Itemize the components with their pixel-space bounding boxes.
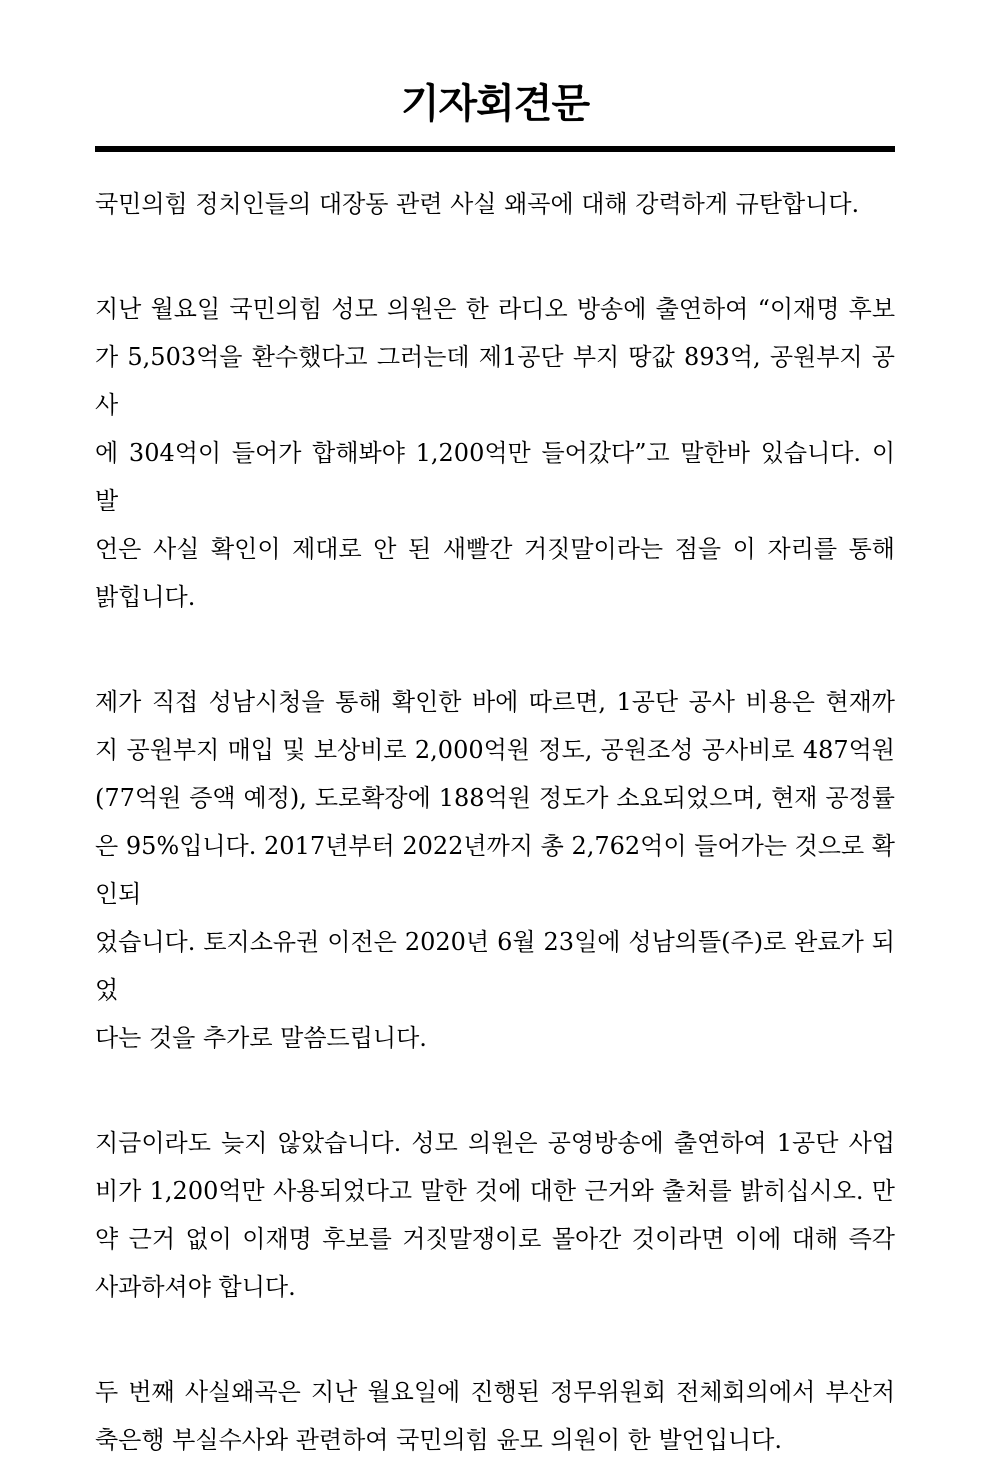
page-title: 기자회견문 — [400, 81, 590, 127]
paragraph-line: 가 5,503억을 환수했다고 그러는데 제1공단 부지 땅값 893억, 공원부지 공사 — [95, 343, 895, 419]
paragraph — [95, 285, 895, 621]
paragraph — [95, 180, 895, 228]
paragraph-line: 다는 것을 추가로 말씀드립니다. — [95, 1024, 427, 1052]
paragraph-line: 비가 1,200억만 사용되었다고 말한 것에 대한 근거와 출처를 밝히십시오. 만 — [95, 1177, 895, 1205]
paragraph — [95, 678, 895, 1062]
title-divider — [95, 146, 895, 152]
paragraph-line: 제가 직접 성남시청을 통해 확인한 바에 따르면, 1공단 공사 비용은 현재까 — [95, 688, 895, 716]
paragraph-line: 었습니다. 토지소유권 이전은 2020년 6월 23일에 성남의뜰(주)로 완료가 되었 — [95, 928, 895, 1004]
document-body — [95, 180, 895, 1464]
paragraph-line: 밝힙니다. — [95, 583, 196, 611]
paragraph-line: 국민의힘 정치인들의 대장동 관련 사실 왜곡에 대해 강력하게 규탄합니다. — [95, 190, 860, 218]
paragraph-line: 축은행 부실수사와 관련하여 국민의힘 윤모 의원이 한 발언입니다. — [95, 1426, 782, 1454]
paragraph-line: 지금이라도 늦지 않았습니다. 성모 의원은 공영방송에 출연하여 1공단 사업 — [95, 1129, 895, 1157]
paragraph-line: 언은 사실 확인이 제대로 안 된 새빨간 거짓말이라는 점을 이 자리를 통해 — [95, 535, 895, 563]
paragraph-line: 은 95%입니다. 2017년부터 2022년까지 총 2,762억이 들어가는 것으로 확인되 — [95, 832, 895, 908]
paragraph — [95, 1368, 895, 1464]
paragraph-line: (77억원 증액 예정), 도로확장에 188억원 정도가 소요되었으며, 현재 공정률 — [95, 784, 895, 812]
paragraph-line: 두 번째 사실왜곡은 지난 월요일에 진행된 정무위원회 전체회의에서 부산저 — [95, 1378, 895, 1406]
paragraph-line: 지 공원부지 매입 및 보상비로 2,000억원 정도, 공원조성 공사비로 487억원 — [95, 736, 895, 764]
paragraph-line: 에 304억이 들어가 합해봐야 1,200억만 들어갔다”고 말한바 있습니다. 이 발 — [95, 439, 895, 515]
paragraph-line: 약 근거 없이 이재명 후보를 거짓말쟁이로 몰아간 것이라면 이에 대해 즉각 — [95, 1225, 895, 1253]
paragraph-line: 지난 월요일 국민의힘 성모 의원은 한 라디오 방송에 출연하여 “이재명 후보 — [95, 295, 895, 323]
paragraph-line: 사과하셔야 합니다. — [95, 1273, 296, 1301]
document-page — [0, 80, 992, 1483]
paragraph — [95, 1119, 895, 1311]
